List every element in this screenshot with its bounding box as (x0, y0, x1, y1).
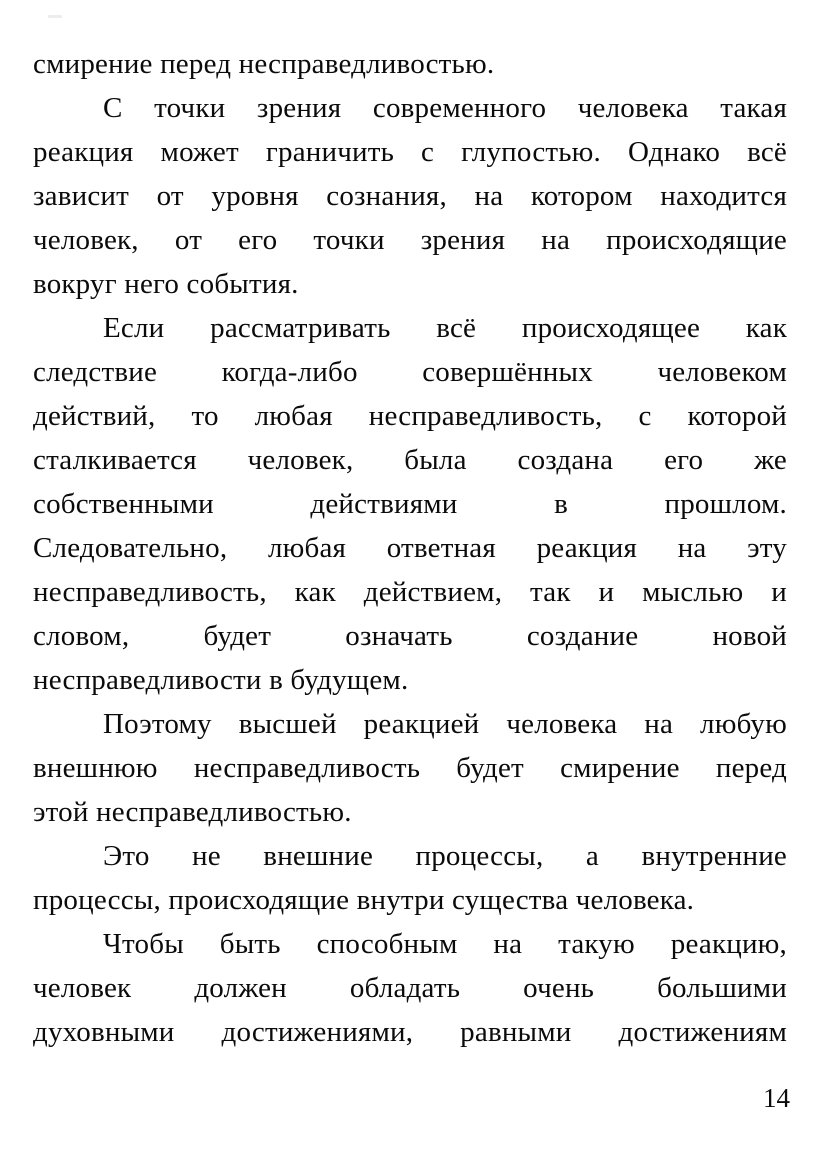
text-line: действий, то любая несправедливость, с которой (33, 400, 787, 432)
text-line: смирение перед несправедливостью. (33, 48, 495, 80)
text-line: этой несправедливостью. (33, 796, 352, 828)
text-line: духовными достижениями, равными достижениям (33, 1016, 787, 1048)
text-line: Следовательно, любая ответная реакция на эту (33, 532, 787, 564)
scan-artifact (48, 15, 62, 18)
text-line: Чтобы быть способным на такую реакцию, (103, 928, 787, 960)
text-line: несправедливости в будущем. (33, 664, 409, 696)
page-number: 14 (763, 1083, 790, 1113)
text-line: словом, будет означать создание новой (33, 620, 787, 652)
text-line: следствие когда-либо совершённых человеком (33, 356, 787, 388)
text-line: сталкивается человек, была создана его же (33, 444, 787, 476)
text-line: человек, от его точки зрения на происходящие (33, 224, 787, 256)
text-line: зависит от уровня сознания, на котором находится (33, 180, 787, 212)
text-line: Это не внешние процессы, а внутренние (103, 840, 787, 872)
text-line: собственными действиями в прошлом. (33, 488, 787, 520)
text-line: Поэтому высшей реакцией человека на любую (103, 708, 787, 740)
text-line: реакция может граничить с глупостью. Однако всё (33, 136, 787, 168)
text-line: человек должен обладать очень большими (33, 972, 787, 1004)
text-line: процессы, происходящие внутри существа человека. (33, 884, 695, 916)
body-text (33, 42, 787, 1054)
text-line: Если рассматривать всё происходящее как (103, 312, 787, 344)
text-line: внешнюю несправедливость будет смирение перед (33, 752, 787, 784)
text-line: С точки зрения современного человека такая (103, 92, 787, 124)
text-line: вокруг него события. (33, 268, 299, 300)
text-line: несправедливость, как действием, так и мыслью и (33, 576, 787, 608)
